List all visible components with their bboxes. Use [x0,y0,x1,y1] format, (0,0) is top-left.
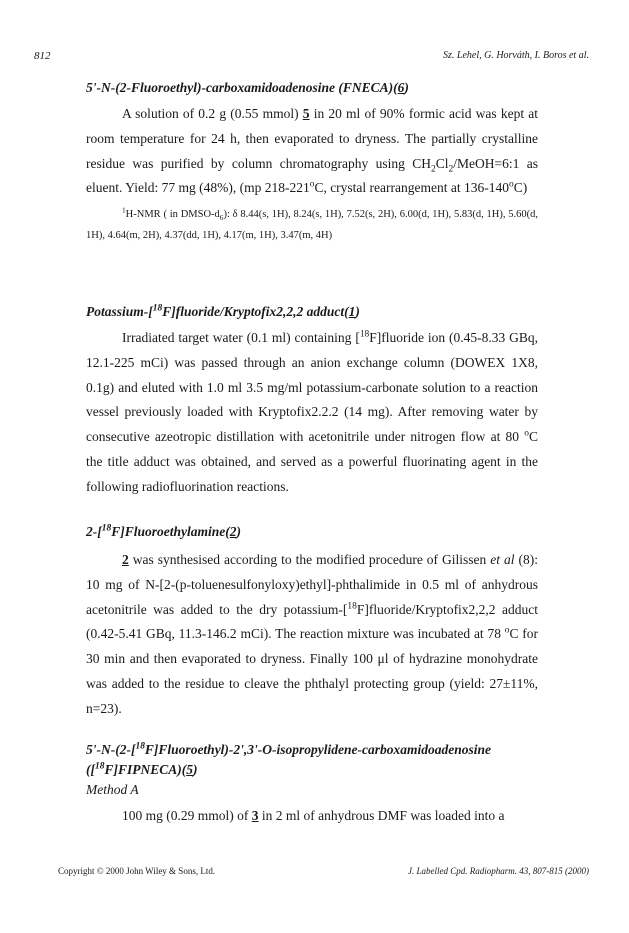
section-heading-line2: ([$^{18}$F]FIPNECA)(5) [86,761,198,777]
section-fneca [86,78,538,246]
paragraph: Irradiated target water (0.1 ml) containing [$^{18}$F]fluoride ion (0.45-8.33 GBq, 12.1-225 mCi) was passed through an anion exchange column (DOWEX 1X8, 0.1g) and eluted with 1.0 ml 3.5 mg/ml potassium-carbonate solution to a reaction vessel previously loaded with Kryptofix2.2.2 (14 mg). After removing water by consecutive azeotropic distillation with acetonitrile under nitrogen flow at 80 $^o$C the title adduct was obtained, and served as a powerful fluorinating agent in the following radiofluorination reactions. [86,329,538,494]
footer-copyright: Copyright © 2000 John Wiley & Sons, Ltd. [58,866,216,876]
footer-citation: J. Labelled Cpd. Radiopharm. 43, 807-815 (2000) [408,866,589,876]
section-heading: Potassium-[$^{18}$F]fluoride/Kryptofix2,2,2 adduct(1) [86,303,360,319]
section-fluoroethylamine [86,522,538,722]
section-heading: 5'-N-(2-Fluoroethyl)-carboxamidoadenosine (FNECA)(6) [86,80,409,95]
page-number: 812 [34,50,51,62]
section-heading: 5'-N-(2-[$^{18}$F]Fluoroethyl)-2',3'-O-isopropylidene-carboxamidoadenosine [86,741,492,757]
paragraph: 2 was synthesised according to the modified procedure of Gilissen et al (8): 10 mg of N-[2-(p-toluenesulfonyloxy)ethyl]-phthalimide in 0.5 ml of anhydrous acetonitrile was added to the dry potassium-[$^{18}$F]fluoride/Kryptofix2,2,2 adduct (0.42-5.41 GBq, 11.3-146.2 mCi). The reaction mixture was incubated at 78 $^o$C for 30 min and then evaporated to dryness. Finally 100 μl of hydrazine monohydrate was added to the residue to cleave the phthalyl protecting group (yield: 27±11%, n=23). [86,552,538,716]
section-potassium-adduct [86,302,538,500]
nmr-data: $^1$H-NMR ( in DMSO-$d_6$): δ 8.44(s, 1H), 8.24(s, 1H), 7.52(s, 2H), 6.00(d, 1H), 5.83(d, 1H), 5.60(d, 1H), 4.64(m, 2H), 4.37(dd, 1H), 4.17(m, 1H), 3.47(m, 4H) [86,205,538,241]
running-head: Sz. Lehel, G. Horváth, I. Boros et al. [442,50,589,61]
section-heading: 2-[$^{18}$F]Fluoroethylamine(2) [86,523,241,539]
paragraph: A solution of 0.2 g (0.55 mmol) 5 in 20 ml of 90% formic acid was kept at room temperature for 24 h, then evaporated to dryness. The partially crystalline residue was purified by column chromatography using $CH_2Cl_2/MeOH=6:1$ as eluent. Yield: 77 mg (48%), (mp 218-221$^o$C, crystal rearrangement at 136-140$^o$C) [86,106,539,196]
section-fipneca [86,740,538,829]
method-heading: Method A [86,782,139,797]
paragraph: 100 mg (0.29 mmol) of 3 in 2 ml of anhydrous DMF was loaded into a [122,808,505,823]
